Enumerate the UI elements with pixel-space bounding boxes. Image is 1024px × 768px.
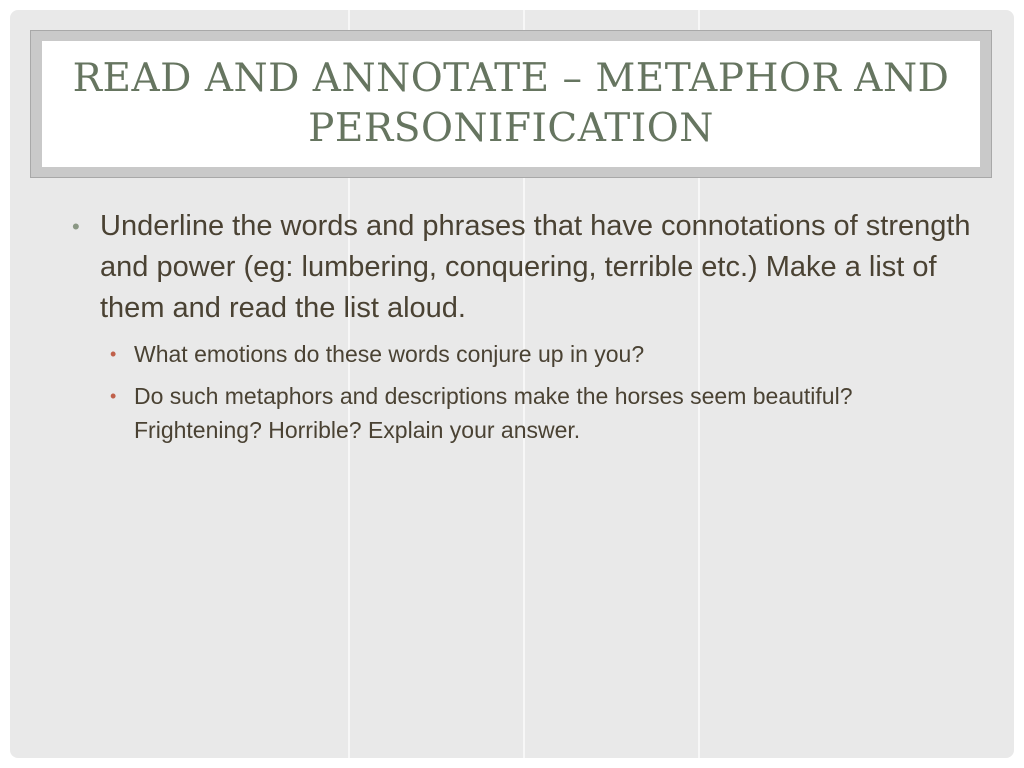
slide-title: READ AND ANNOTATE – METAPHOR AND PERSONIFICATION	[72, 56, 950, 151]
slide-content	[72, 206, 972, 455]
sub-bullet-text: Do such metaphors and descriptions make the horses seem beautiful? Frightening? Horrible? Explain your answer.	[134, 383, 853, 443]
sub-bullet-dot-icon: •	[110, 344, 117, 364]
bullet-list	[72, 206, 972, 447]
title-frame	[30, 30, 992, 178]
sub-bullet-list	[100, 337, 972, 447]
sub-bullet-item	[100, 379, 972, 447]
title-box	[42, 41, 980, 167]
slide	[10, 10, 1014, 758]
bullet-item	[72, 206, 972, 447]
bullet-text: Underline the words and phrases that have connotations of strength and power (eg: lumbering, conquering, terrible etc.) Make a list of them and read the list aloud.	[100, 210, 971, 324]
bullet-dot-icon: •	[72, 214, 80, 239]
sub-bullet-text: What emotions do these words conjure up in you?	[134, 341, 645, 367]
sub-bullet-item	[100, 337, 972, 371]
sub-bullet-dot-icon: •	[110, 386, 117, 406]
